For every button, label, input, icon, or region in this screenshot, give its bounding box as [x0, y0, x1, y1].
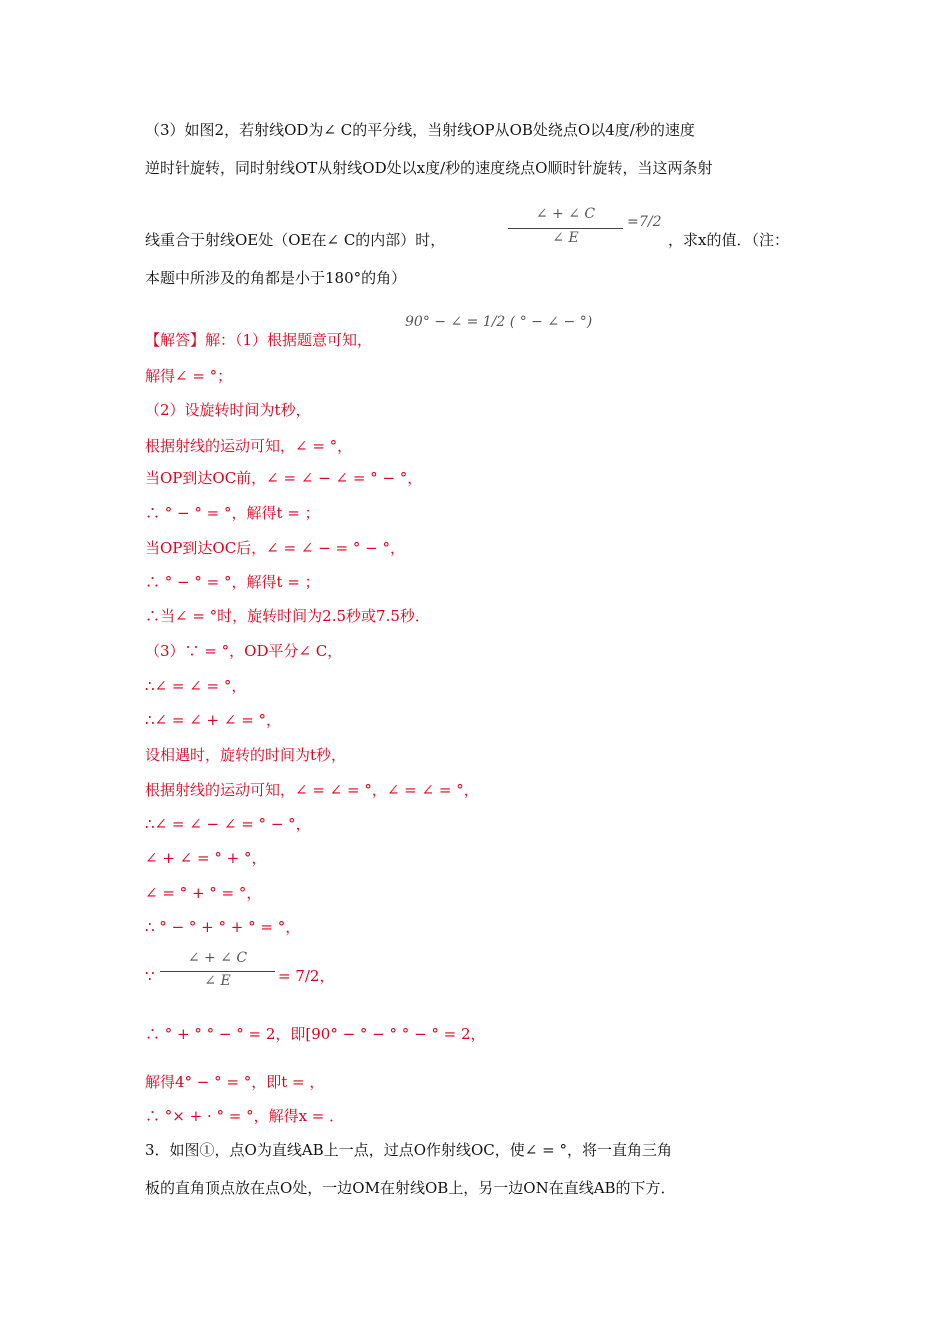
- answer-line-6: ∴ ° − ° = °，解得t = ；: [145, 504, 320, 522]
- answer-line-3: （2）设旋转时间为t秒，: [145, 401, 311, 419]
- answer-fraction: [160, 950, 275, 994]
- answer-fraction-bar: [160, 971, 275, 972]
- q3-fraction: [508, 206, 623, 250]
- question-3-line-1: 3．如图①，点O为直线AB上一点，过点O作射线OC，使∠ = °，将一直角三角: [145, 1141, 672, 1159]
- q3-text-line-2: 逆时针旋转，同时射线OT从射线OD处以x度/秒的速度绕点O顺时针旋转，当这两条射: [145, 159, 713, 177]
- q3-text-line-3b: ，求x的值．（注：: [668, 231, 789, 249]
- answer-line-11: ∴∠ = ∠ = °，: [145, 677, 247, 695]
- answer-line-16: ∠ + ∠ = ° + °，: [145, 849, 267, 867]
- answer-line-18: ∴ ° − ° + ° + ° = °，: [145, 918, 301, 936]
- answer-line-17: ∠ = ° + ° = °，: [145, 884, 262, 902]
- answer-line-7: 当OP到达OC后，∠ = ∠ − = ° − °，: [145, 539, 405, 557]
- answer-line-10: （3）∵ = °，OD平分∠ C，: [145, 642, 343, 660]
- answer-line-4: 根据射线的运动可知，∠ = °，: [145, 437, 353, 455]
- answer-line-13: 设相遇时，旋转的时间为t秒，: [145, 746, 347, 764]
- q3-text-line-1: （3）如图2，若射线OD为∠ C的平分线，当射线OP从OB处绕点O以4度/秒的速度: [145, 121, 695, 139]
- answer-line-20: ∴ ° + ° ° − ° = 2，即[90° − ° − ° ° − ° = 2，: [145, 1025, 486, 1043]
- answer-line-15: ∴∠ = ∠ − ∠ = ° − °，: [145, 815, 311, 833]
- answer-line-22: ∴ °× + · ° = °，解得x = ．: [145, 1107, 345, 1125]
- fraction-numerator: ∠ + ∠ C: [535, 206, 596, 222]
- answer-line-1: 【解答】解：（1）根据题意可知，: [145, 331, 373, 349]
- fraction-equals: =: [627, 214, 639, 230]
- answer-fraction-numerator: ∠ + ∠ C: [187, 950, 248, 966]
- fraction-bar: [508, 228, 623, 229]
- question-3-line-2: 板的直角顶点放在点O处，一边OM在射线OB上，另一边ON在直线AB的下方．: [145, 1179, 676, 1197]
- q3-text-line-4: 本题中所涉及的角都是小于180°的角）: [145, 269, 407, 287]
- answer-line-12: ∴∠ = ∠ + ∠ = °，: [145, 711, 282, 729]
- answer-line-1-math: 90° − ∠ = 1/2 ( ° − ∠ − °): [405, 314, 593, 330]
- fraction-denominator: ∠ E: [552, 230, 579, 246]
- answer-line-9: ∴当∠ = °时，旋转时间为2.5秒或7.5秒．: [145, 607, 430, 625]
- answer-line-5: 当OP到达OC前，∠ = ∠ − ∠ = ° − °，: [145, 469, 423, 487]
- answer-line-14: 根据射线的运动可知，∠ = ∠ = °，∠ = ∠ = °，: [145, 781, 479, 799]
- fraction-value: 7/2: [639, 214, 662, 230]
- answer-line-21: 解得4° − ° = °，即t = ，: [145, 1073, 325, 1091]
- q3-text-line-3: [145, 230, 445, 250]
- answer-line-2: 解得∠ = °；: [145, 367, 233, 385]
- q3-text-line-3a: 线重合于射线OE处（OE在∠ C的内部）时，: [145, 231, 446, 249]
- answer-fraction-denominator: ∠ E: [204, 973, 231, 989]
- answer-line-8: ∴ ° − ° = °，解得t = ；: [145, 573, 320, 591]
- answer-line-19-value: = 7/2，: [278, 967, 335, 985]
- answer-line-19-prefix: ∵: [145, 967, 155, 985]
